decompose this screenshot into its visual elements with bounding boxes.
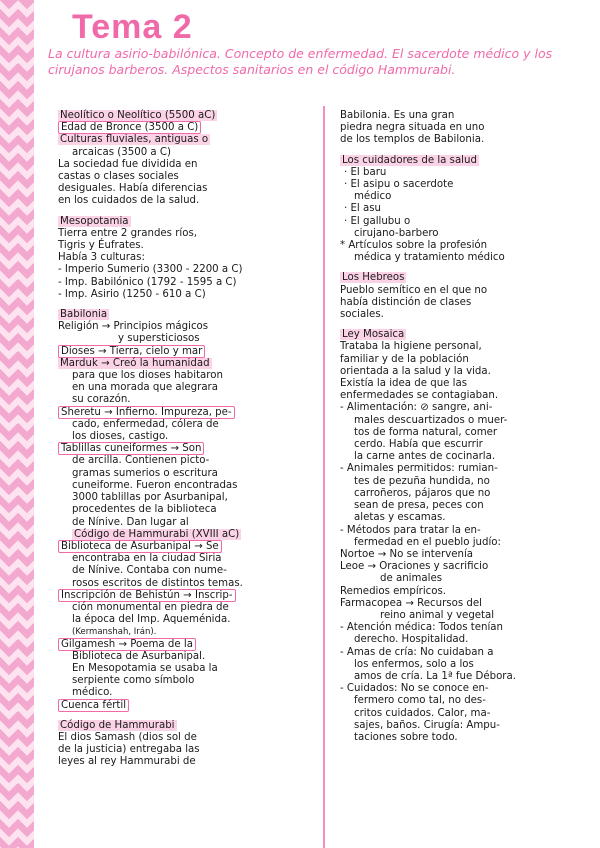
note-line: y supersticiosos (118, 333, 200, 345)
page-subtitle: La cultura asirio-babilónica. Concepto de enfermedad. El sacerdote médico y los cirujanos barberos. Aspectos sanitarios en el código Hammurabi. (48, 46, 553, 77)
note-line: Farmacopea → Recursos del (340, 597, 482, 609)
note-line: (Kermanshah, Irán). (72, 627, 157, 638)
note-line: - Imp. Asirio (1250 - 610 a C) (58, 288, 206, 300)
note-line: males descuartizados o muer- (354, 414, 508, 426)
note-line: Marduk → Creó la humanidad (60, 357, 210, 369)
note-line: Edad de Bronce (3500 a C) (58, 122, 298, 134)
note-line: - Imp. Babilónico (1792 - 1595 a C) (58, 276, 237, 288)
note-line: cuneiforme. Fueron encontradas (72, 479, 238, 491)
section-heading: Babilonia (60, 309, 108, 321)
note-line: derecho. Hospitalidad. (354, 634, 469, 646)
note-line: Leoe → Oraciones y sacrificio (340, 561, 489, 573)
note-line: Gilgamesh → Poema de la (58, 639, 298, 651)
note-line: de los templos de Babilonia. (340, 134, 485, 146)
note-line: la época del Imp. Aqueménida. (72, 614, 231, 626)
list-item: cirujano-barbero (354, 227, 439, 239)
note-line: reino animal y vegetal (380, 609, 495, 621)
note-line: La sociedad fue dividida en (58, 158, 198, 170)
note-line: 3000 tablillas por Asurbanipal, (72, 492, 228, 504)
left-column (58, 110, 298, 769)
note-line: gramas sumerios o escritura (72, 467, 218, 479)
note-line: carroñeros, pájaros que no (354, 487, 491, 499)
note-line: sociales. (340, 309, 384, 321)
section-heading: Ley Mosaica (342, 329, 405, 341)
note-line: Biblioteca de Asurbanipal → Se (58, 541, 298, 553)
note-line: leyes al rey Hammurabi de (58, 756, 196, 768)
note-line: Trataba la higiene personal, (340, 341, 482, 353)
note-line: taciones sobre todo. (354, 731, 458, 743)
note-line: Había 3 culturas: (58, 252, 145, 264)
note-line: Babilonia. Es una gran (340, 110, 455, 121)
note-line: * Artículos sobre la profesión (340, 240, 488, 252)
list-item: · El asipu o sacerdote (344, 179, 454, 191)
note-line: Remedios empíricos. (340, 585, 447, 597)
note-line: Código de Hammurabi (XVIII aC) (74, 528, 240, 540)
note-line: procedentes de la biblioteca (72, 504, 217, 516)
note-line: la carne antes de cocinarla. (354, 451, 496, 463)
zigzag-border (0, 0, 34, 848)
note-line: Existía la idea de que las (340, 378, 468, 390)
note-line: Tablillas cuneiformes → Son (58, 443, 298, 455)
note-line: orientada a la salud y la vida. (340, 365, 491, 377)
note-line: de Nínive. Contaba con nume- (72, 565, 227, 577)
note-line: rosos escritos de distintos temas. (72, 577, 243, 589)
note-line: de animales (380, 573, 443, 585)
note-line: Inscripción de Behistún → Inscrip- (58, 590, 298, 602)
note-line: cerdo. Había que escurrir (354, 439, 483, 451)
section-heading: Los cuidadores de la salud (342, 154, 477, 166)
note-line: de Nínive. Dan lugar al (72, 516, 189, 528)
list-item: médico (354, 191, 392, 203)
note-line: sean de presa, peces con (354, 500, 484, 512)
note-line: En Mesopotamia se usaba la (72, 662, 218, 674)
note-line: Nortoe → No se intervenía (340, 548, 474, 560)
note-line: tes de pezuña hundida, no (354, 475, 490, 487)
note-line: de la justicia) entregaba las (58, 744, 200, 756)
note-line: - Amas de cría: No cuidaban a (340, 646, 494, 658)
note-line: fermedad en el pueblo judío: (354, 536, 501, 548)
note-line: arcaicas (3500 a C) (72, 146, 171, 158)
note-line: había distinción de clases (340, 296, 472, 308)
note-line: serpiente como símbolo (72, 675, 195, 687)
note-line: en los cuidados de la salud. (58, 195, 200, 207)
section-heading: Código de Hammurabi (60, 719, 175, 731)
list-item: · El baru (344, 166, 387, 178)
page-title: Tema 2 (72, 8, 193, 46)
note-line: - Atención médica: Todos tenían (340, 622, 504, 634)
note-line: tos de forma natural, comer (354, 426, 498, 438)
note-line: Biblioteca de Asurbanipal. (72, 650, 206, 662)
section-heading: Los Hebreos (342, 272, 405, 284)
right-column (340, 110, 572, 744)
note-line: su corazón. (72, 394, 131, 406)
note-line: El dios Samash (dios sol de (58, 731, 197, 743)
note-line: desiguales. Había diferencias (58, 183, 208, 195)
note-line: - Cuidados: No se conoce en- (340, 683, 489, 695)
note-line: fermero como tal, no des- (354, 695, 486, 707)
note-line: médico. (72, 687, 113, 699)
note-line: Tierra entre 2 grandes ríos, (58, 227, 198, 239)
note-line: amos de cría. La 1ª fue Débora. (354, 670, 516, 682)
note-line: Dioses → Tierra, cielo y mar (58, 346, 298, 358)
column-divider (323, 106, 325, 848)
note-line: - Alimentación: ⊘ sangre, ani- (340, 402, 493, 414)
note-line: los enfermos, solo a los (354, 658, 474, 670)
note-line: Cuenca fértil (58, 700, 298, 712)
note-line: sajes, baños. Cirugía: Ampu- (354, 719, 500, 731)
note-line: Sheretu → Infierno. Impureza, pe- (58, 407, 298, 419)
note-line: critos cuidados. Calor, ma- (354, 707, 491, 719)
note-line: aletas y escamas. (354, 512, 446, 524)
note-line: encontraba en la ciudad Siria (72, 553, 222, 565)
note-line: castas o clases sociales (58, 171, 179, 183)
note-line: cado, enfermedad, cólera de (72, 418, 219, 430)
note-line: Neolítico o Neolítico (5500 aC) (60, 110, 216, 121)
section-heading: Mesopotamia (60, 215, 129, 227)
note-line: familiar y de la población (340, 353, 469, 365)
note-line: en una morada que alegrara (72, 382, 218, 394)
note-line: Culturas fluviales, antiguas o (60, 134, 209, 146)
note-line: enfermedades se contagiaban. (340, 390, 499, 402)
note-line: - Imperio Sumerio (3300 - 2200 a C) (58, 264, 243, 276)
note-line: piedra negra situada en uno (340, 122, 485, 134)
note-line: Religión → Principios mágicos (58, 321, 209, 333)
note-line: médica y tratamiento médico (354, 252, 505, 264)
list-item: · El gallubu o (344, 215, 411, 227)
note-line: los dioses, castigo. (72, 431, 169, 443)
note-line: - Métodos para tratar la en- (340, 524, 481, 536)
note-line: - Animales permitidos: rumian- (340, 463, 498, 475)
list-item: · El asu (344, 203, 381, 215)
note-line: de arcilla. Contienen picto- (72, 455, 210, 467)
note-line: Tigris y Éufrates. (58, 240, 144, 252)
note-line: ción monumental en piedra de (72, 601, 229, 613)
note-line: Pueblo semítico en el que no (340, 284, 488, 296)
note-line: para que los dioses habitaron (72, 370, 223, 382)
